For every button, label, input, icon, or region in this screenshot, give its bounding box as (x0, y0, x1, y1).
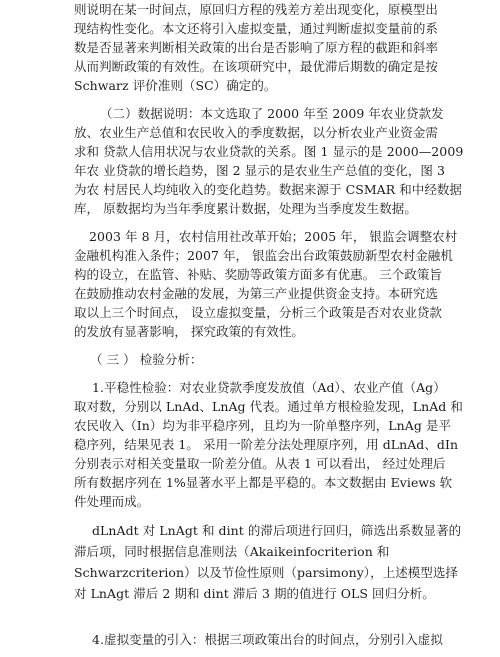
text-line: 库， 原数据均为当年季度累计数据，处理为当季度发生数据。 (74, 201, 417, 216)
text-line: 则说明在某一时间点，原回归方程的残差方差出现变化，原模型出 (74, 2, 438, 17)
text-line: 4.虚拟变量的引入：根据三项政策出台的时间点，分别引入虚拟 (92, 632, 443, 647)
text-line: 稳序列，结果见表 1。 采用一阶差分法处理原序列，用 dLnAd、dIn (74, 437, 459, 452)
text-line: dLnAdt 对 LnAgt 和 dint 的滞后项进行回归，筛选出系数显著的 (92, 523, 462, 538)
text-line: 滞后项，同时根据信息准则法（Akaikeinfocriterion 和 (74, 544, 390, 559)
text-line: Schwarzcriterion）以及节俭性原则（parsimony），上述模型选择 (74, 565, 458, 580)
text-line: 取以上三个时间点， 设立虚拟变量，分析三个政策是否对农业贷款 (74, 305, 442, 320)
text-line: 金融机构准入条件；2007 年， 银监会出台政策鼓励新型农村金融机 (74, 248, 453, 263)
text-line: 对 LnAgt 滞后 2 期和 dint 滞后 3 期的值进行 OLS 回归分析。 (74, 586, 435, 601)
text-line: （二）数据说明：本文选取了 2000 年至 2009 年农业贷款发 (100, 106, 444, 121)
text-line: 1.平稳性检验：对农业贷款季度发放值（Ad）、农业产值（Ag） (92, 380, 446, 395)
text-line: 2003 年 8 月，农村信用社改革开始；2005 年， 银监会调整农村 (89, 229, 458, 244)
text-line: Schwarz 评价准则（SC）确定的。 (74, 78, 277, 93)
text-line: 年农 业贷款的增长趋势，图 2 显示的是农业生产总值的变化，图 3 (74, 163, 445, 178)
text-line: 取对数，分别以 LnAd、LnAg 代表。通过单方根检验发现，LnAd 和 (74, 399, 463, 414)
text-line: 的发放有显著影响， 探究政策的有效性。 (74, 324, 304, 339)
text-line: 在鼓励推动农村金融的发展，为第三产业提供资金支持。本研究选 (74, 286, 438, 301)
text-line: 农民收入（In）均为非平稳序列，且均为一阶单整序列，LnAg 是平 (74, 418, 451, 433)
text-line: 放、农业生产总值和农民收入的季度数据，以分析农业产业资金需 (74, 125, 438, 140)
text-line: 为农 村居民人均纯收入的变化趋势。数据来源于 CSMAR 和中经数据 (74, 182, 462, 197)
text-line: 分别表示对相关变量取一阶差分值。从表 1 可以看出， 经过处理后 (74, 456, 446, 471)
text-line: 构的设立，在监管、补贴、奖励等政策方面多有优惠。 三个政策旨 (74, 267, 442, 282)
text-line: 从而判断政策的有效性。在该项研究中，最优滞后期数的确定是按 (74, 59, 438, 74)
text-line: 求和 贷款人信用状况与农业贷款的关系。图 1 显示的是 2000—2009 (74, 144, 464, 159)
text-line: 所有数据序列在 1%显著水平上都是平稳的。本文数据由 Eviews 软 (74, 475, 453, 490)
section-heading: （ 三 ） 检验分析： (90, 352, 203, 367)
text-line: 现结构性变化。本文还将引入虚拟变量，通过判断虚拟变量前的系 (74, 21, 438, 36)
text-line: 件处理而成。 (74, 494, 150, 509)
text-line: 数是否显著来判断相关政策的出台是否影响了原方程的截距和斜率 (74, 40, 438, 55)
